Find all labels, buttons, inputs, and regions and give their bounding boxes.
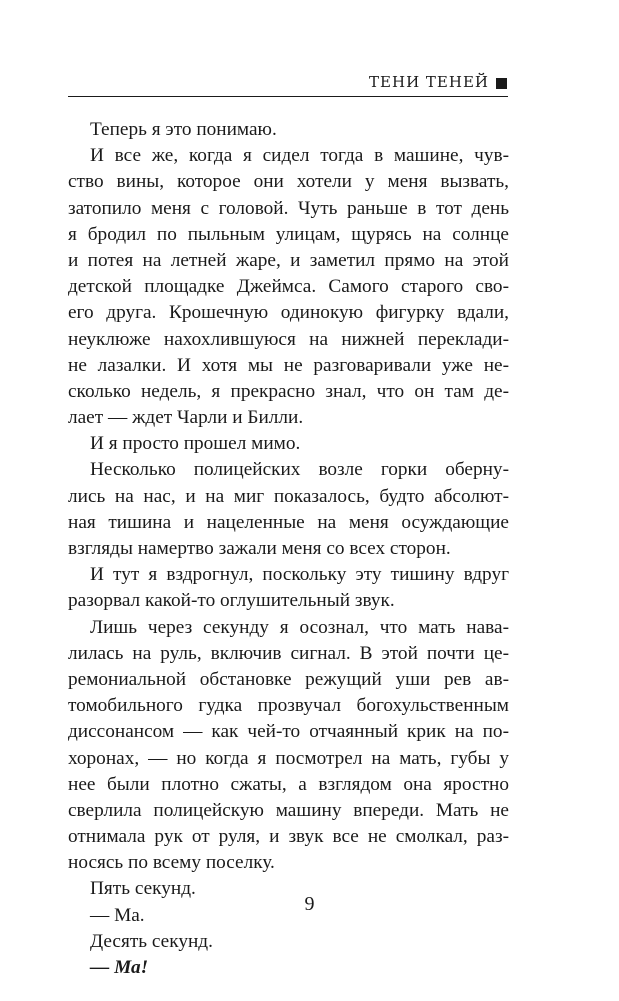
text-line: лает — ждет Чарли и Билли. — [68, 407, 304, 429]
text-line: томобильного гудка прозвучал богохульственным — [68, 695, 509, 717]
text-line: ремониальной обстановке режущий уши рев ав- — [68, 668, 509, 690]
text-line: и потея на летней жаре, и заметил прямо на этой — [68, 249, 509, 271]
text-line: затопило меня с головой. Чуть раньше в тот день — [68, 197, 509, 219]
page-number: 9 — [304, 893, 315, 915]
text-line: Несколько полицейских возле горки обернy- — [90, 459, 509, 481]
text-line: хоронах, — но когда я посмотрел на мать, губы у — [68, 747, 509, 769]
text-line: И тут я вздрогнул, поскольку эту тишину вдруг — [90, 564, 509, 586]
text-line: И я просто прошел мимо. — [90, 433, 301, 455]
header-square-marker — [496, 78, 507, 89]
text-line: не лазалки. И хотя мы не разговаривали уже не- — [68, 354, 509, 376]
text-line: сколько недель, я прекрасно знал, что он там де- — [68, 380, 509, 402]
text-line: лись на нас, и на миг показалось, будто абсолют- — [68, 485, 509, 507]
text-line: — Ма. — [90, 904, 145, 926]
text-line: неуклюже нахохлившуюся на нижней переклади- — [68, 328, 509, 350]
text-line: нее были плотно сжаты, а взглядом она яростно — [68, 773, 509, 795]
text-line: детской площадке Джеймса. Самого старого сво- — [68, 276, 509, 298]
text-line: разорвал какой-то оглушительный звук. — [68, 590, 395, 612]
text-line: Десять секунд. — [90, 930, 213, 952]
text-line: сверлила полицейскую машину впереди. Мать не — [68, 799, 509, 821]
text-line: Лишь через секунду я осознал, что мать нава- — [90, 616, 509, 638]
text-line: я бродил по пыльным улицам, щурясь на солнце — [68, 223, 509, 245]
text-line: Теперь я это понимаю. — [90, 119, 277, 140]
text-line: Пять секунд. — [90, 878, 196, 900]
text-line: носясь по всему поселку. — [68, 852, 275, 874]
text-line: его друга. Крошечную одинокую фигурку вдали, — [68, 302, 509, 324]
text-line: взгляды намертво зажали меня со всех сторон. — [68, 538, 451, 559]
text-line: диссонансом — как чей-то отчаянный крик на по- — [68, 721, 509, 743]
header-rule — [68, 96, 508, 97]
text-line: И все же, когда я сидел тогда в машине, чув- — [90, 145, 509, 167]
text-line: — Ма! — [90, 957, 149, 978]
text-line: ная тишина и нацеленные на меня осуждающие — [68, 511, 509, 533]
body-text — [68, 117, 509, 981]
text-line: лилась на руль, включив сигнал. В этой почти це- — [68, 642, 509, 664]
text-line: ство вины, которое они хотели у меня вызвать, — [68, 171, 509, 193]
running-header-title: ТЕНИ ТЕНЕЙ — [369, 73, 489, 91]
text-line: отнимала рук от руля, и звук все не смолкал, раз- — [68, 826, 509, 848]
